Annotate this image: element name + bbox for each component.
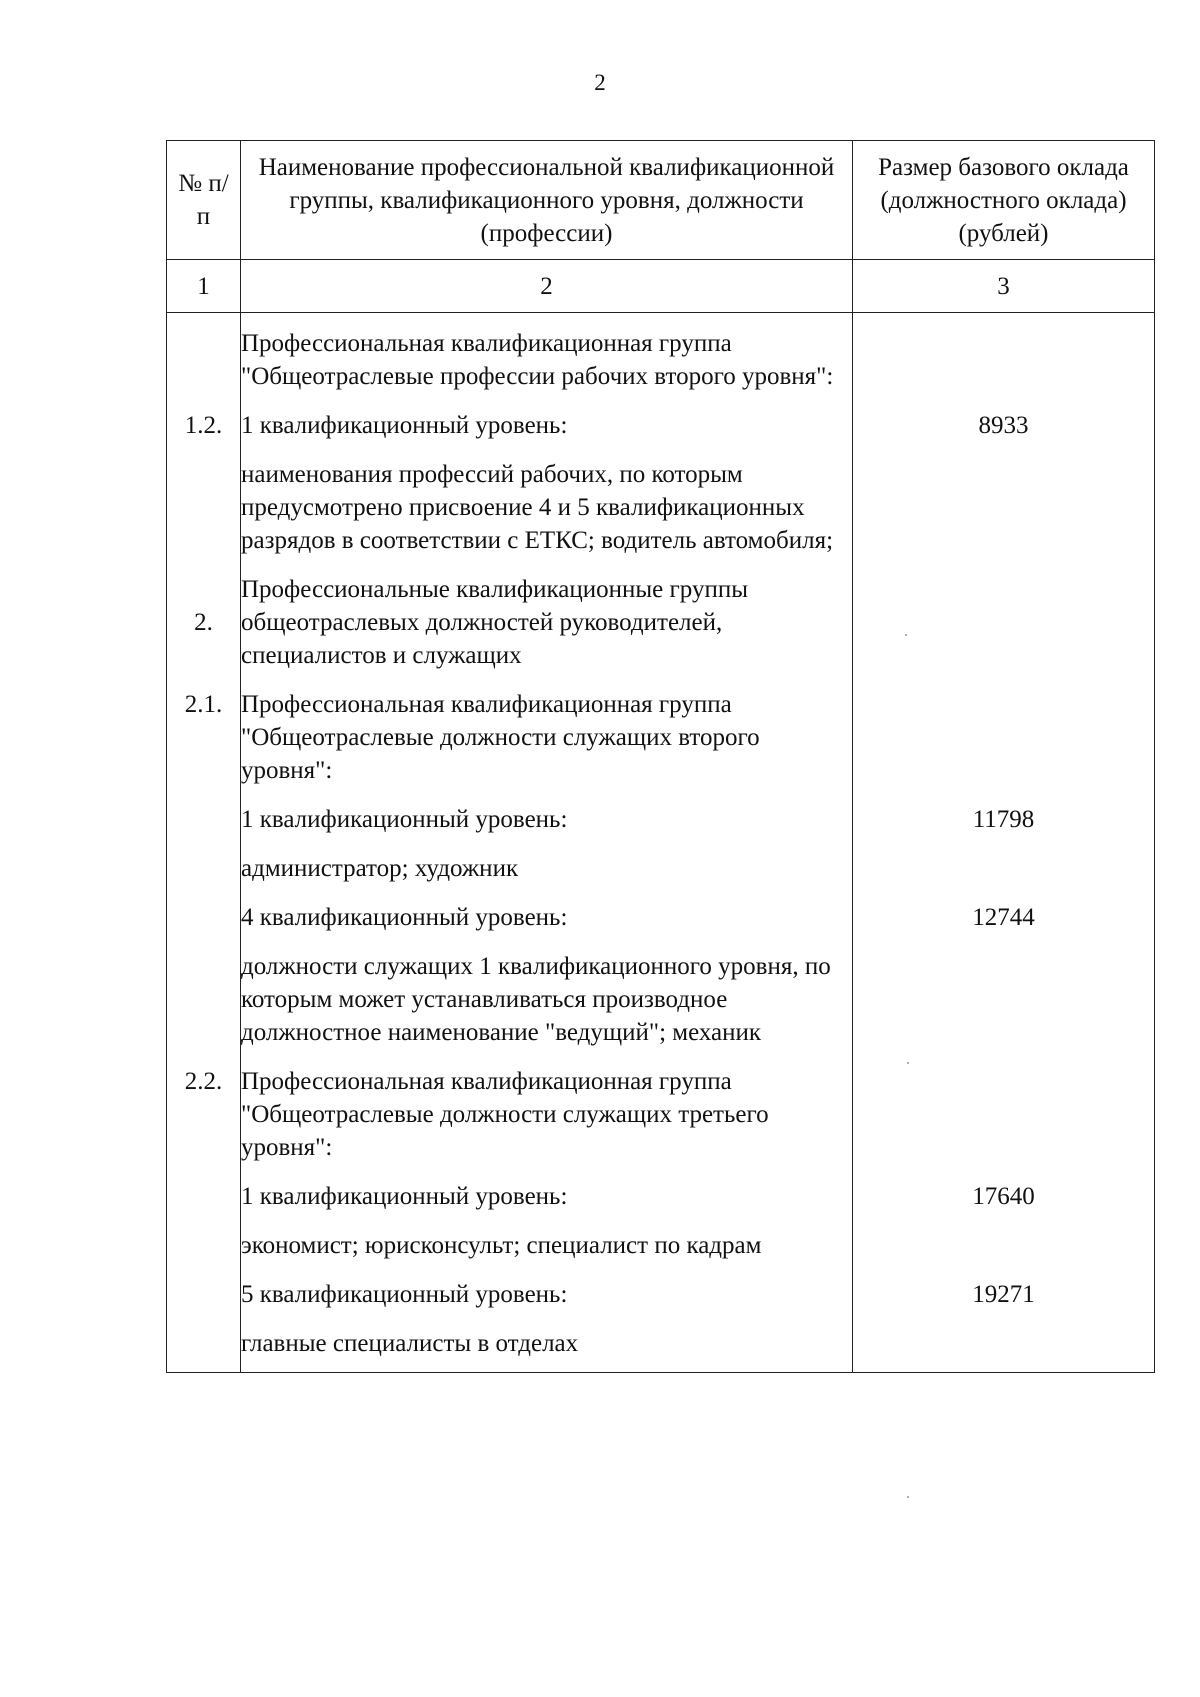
- row-number: [167, 852, 241, 901]
- header-salary: Размер базового оклада (должностного оклада) (рублей): [853, 141, 1155, 260]
- row-number: 2.2.: [167, 1065, 241, 1180]
- row-text: должности служащих 1 квалификационного уровня, по которым может устанавливаться производное должностное наименование "ведущий"; механик: [241, 950, 853, 1065]
- row-text: Профессиональная квалификационная группа "Общеотраслевые должности служащих второго уровня":: [241, 688, 853, 803]
- table-body: [167, 313, 1155, 1373]
- row-text: 1 квалификационный уровень:: [241, 1180, 853, 1229]
- row-number: [167, 901, 241, 950]
- table-row: [167, 950, 1155, 1065]
- salary-table: [166, 140, 1155, 1373]
- table-row: [167, 1327, 1155, 1373]
- row-text: 5 квалификационный уровень:: [241, 1278, 853, 1327]
- row-number: [167, 1229, 241, 1278]
- row-amount: [853, 1327, 1155, 1373]
- table-row: [167, 901, 1155, 950]
- row-amount: 8933: [853, 409, 1155, 458]
- table-header: [167, 141, 1155, 313]
- row-number: [167, 1278, 241, 1327]
- row-number: [167, 950, 241, 1065]
- row-text: Профессиональные квалификационные группы общеотраслевых должностей руководителей, специалистов и служащих: [241, 573, 853, 688]
- column-number: 1: [167, 260, 241, 313]
- table-row: [167, 852, 1155, 901]
- table-row: [167, 688, 1155, 803]
- row-number: 2.: [167, 573, 241, 688]
- row-amount: [853, 1065, 1155, 1180]
- row-text: 4 квалификационный уровень:: [241, 901, 853, 950]
- row-amount: [853, 852, 1155, 901]
- table-row: [167, 1065, 1155, 1180]
- row-amount: [853, 573, 1155, 688]
- table-row: [167, 458, 1155, 573]
- scan-speck: [905, 634, 907, 636]
- row-amount: [853, 950, 1155, 1065]
- row-number: [167, 803, 241, 852]
- row-amount: [853, 458, 1155, 573]
- row-text: экономист; юрисконсульт; специалист по кадрам: [241, 1229, 853, 1278]
- column-number-row: [167, 260, 1155, 313]
- header-number: № п/п: [167, 141, 241, 260]
- page-number: 2: [594, 70, 606, 95]
- column-number: 3: [853, 260, 1155, 313]
- row-text: главные специалисты в отделах: [241, 1327, 853, 1373]
- row-text: 1 квалификационный уровень:: [241, 409, 853, 458]
- row-amount: [853, 1229, 1155, 1278]
- table-row: [167, 313, 1155, 410]
- scan-speck: [907, 1496, 909, 1498]
- row-text: наименования профессий рабочих, по которым предусмотрено присвоение 4 и 5 квалификационных разрядов в соответствии с ЕТКС; водитель автомобиля;: [241, 458, 853, 573]
- column-number: 2: [241, 260, 853, 313]
- row-number: [167, 1180, 241, 1229]
- row-text: администратор; художник: [241, 852, 853, 901]
- row-text: 1 квалификационный уровень:: [241, 803, 853, 852]
- row-amount: [853, 688, 1155, 803]
- row-text: Профессиональная квалификационная группа "Общеотраслевые профессии рабочих второго уровня":: [241, 313, 853, 410]
- table-row: [167, 803, 1155, 852]
- row-number: [167, 458, 241, 573]
- row-number: [167, 313, 241, 410]
- table-row: [167, 1229, 1155, 1278]
- row-number: 1.2.: [167, 409, 241, 458]
- table-row: [167, 409, 1155, 458]
- row-number: [167, 1327, 241, 1373]
- row-amount: 19271: [853, 1278, 1155, 1327]
- table-row: [167, 573, 1155, 688]
- scan-speck: [907, 1062, 909, 1064]
- row-number: 2.1.: [167, 688, 241, 803]
- header-name: Наименование профессиональной квалификационной группы, квалификационного уровня, должности (профессии): [241, 141, 853, 260]
- header-row: [167, 141, 1155, 260]
- row-amount: 12744: [853, 901, 1155, 950]
- row-amount: 11798: [853, 803, 1155, 852]
- table-row: [167, 1278, 1155, 1327]
- row-amount: [853, 313, 1155, 410]
- row-text: Профессиональная квалификационная группа "Общеотраслевые должности служащих третьего уровня":: [241, 1065, 853, 1180]
- row-amount: 17640: [853, 1180, 1155, 1229]
- table-row: [167, 1180, 1155, 1229]
